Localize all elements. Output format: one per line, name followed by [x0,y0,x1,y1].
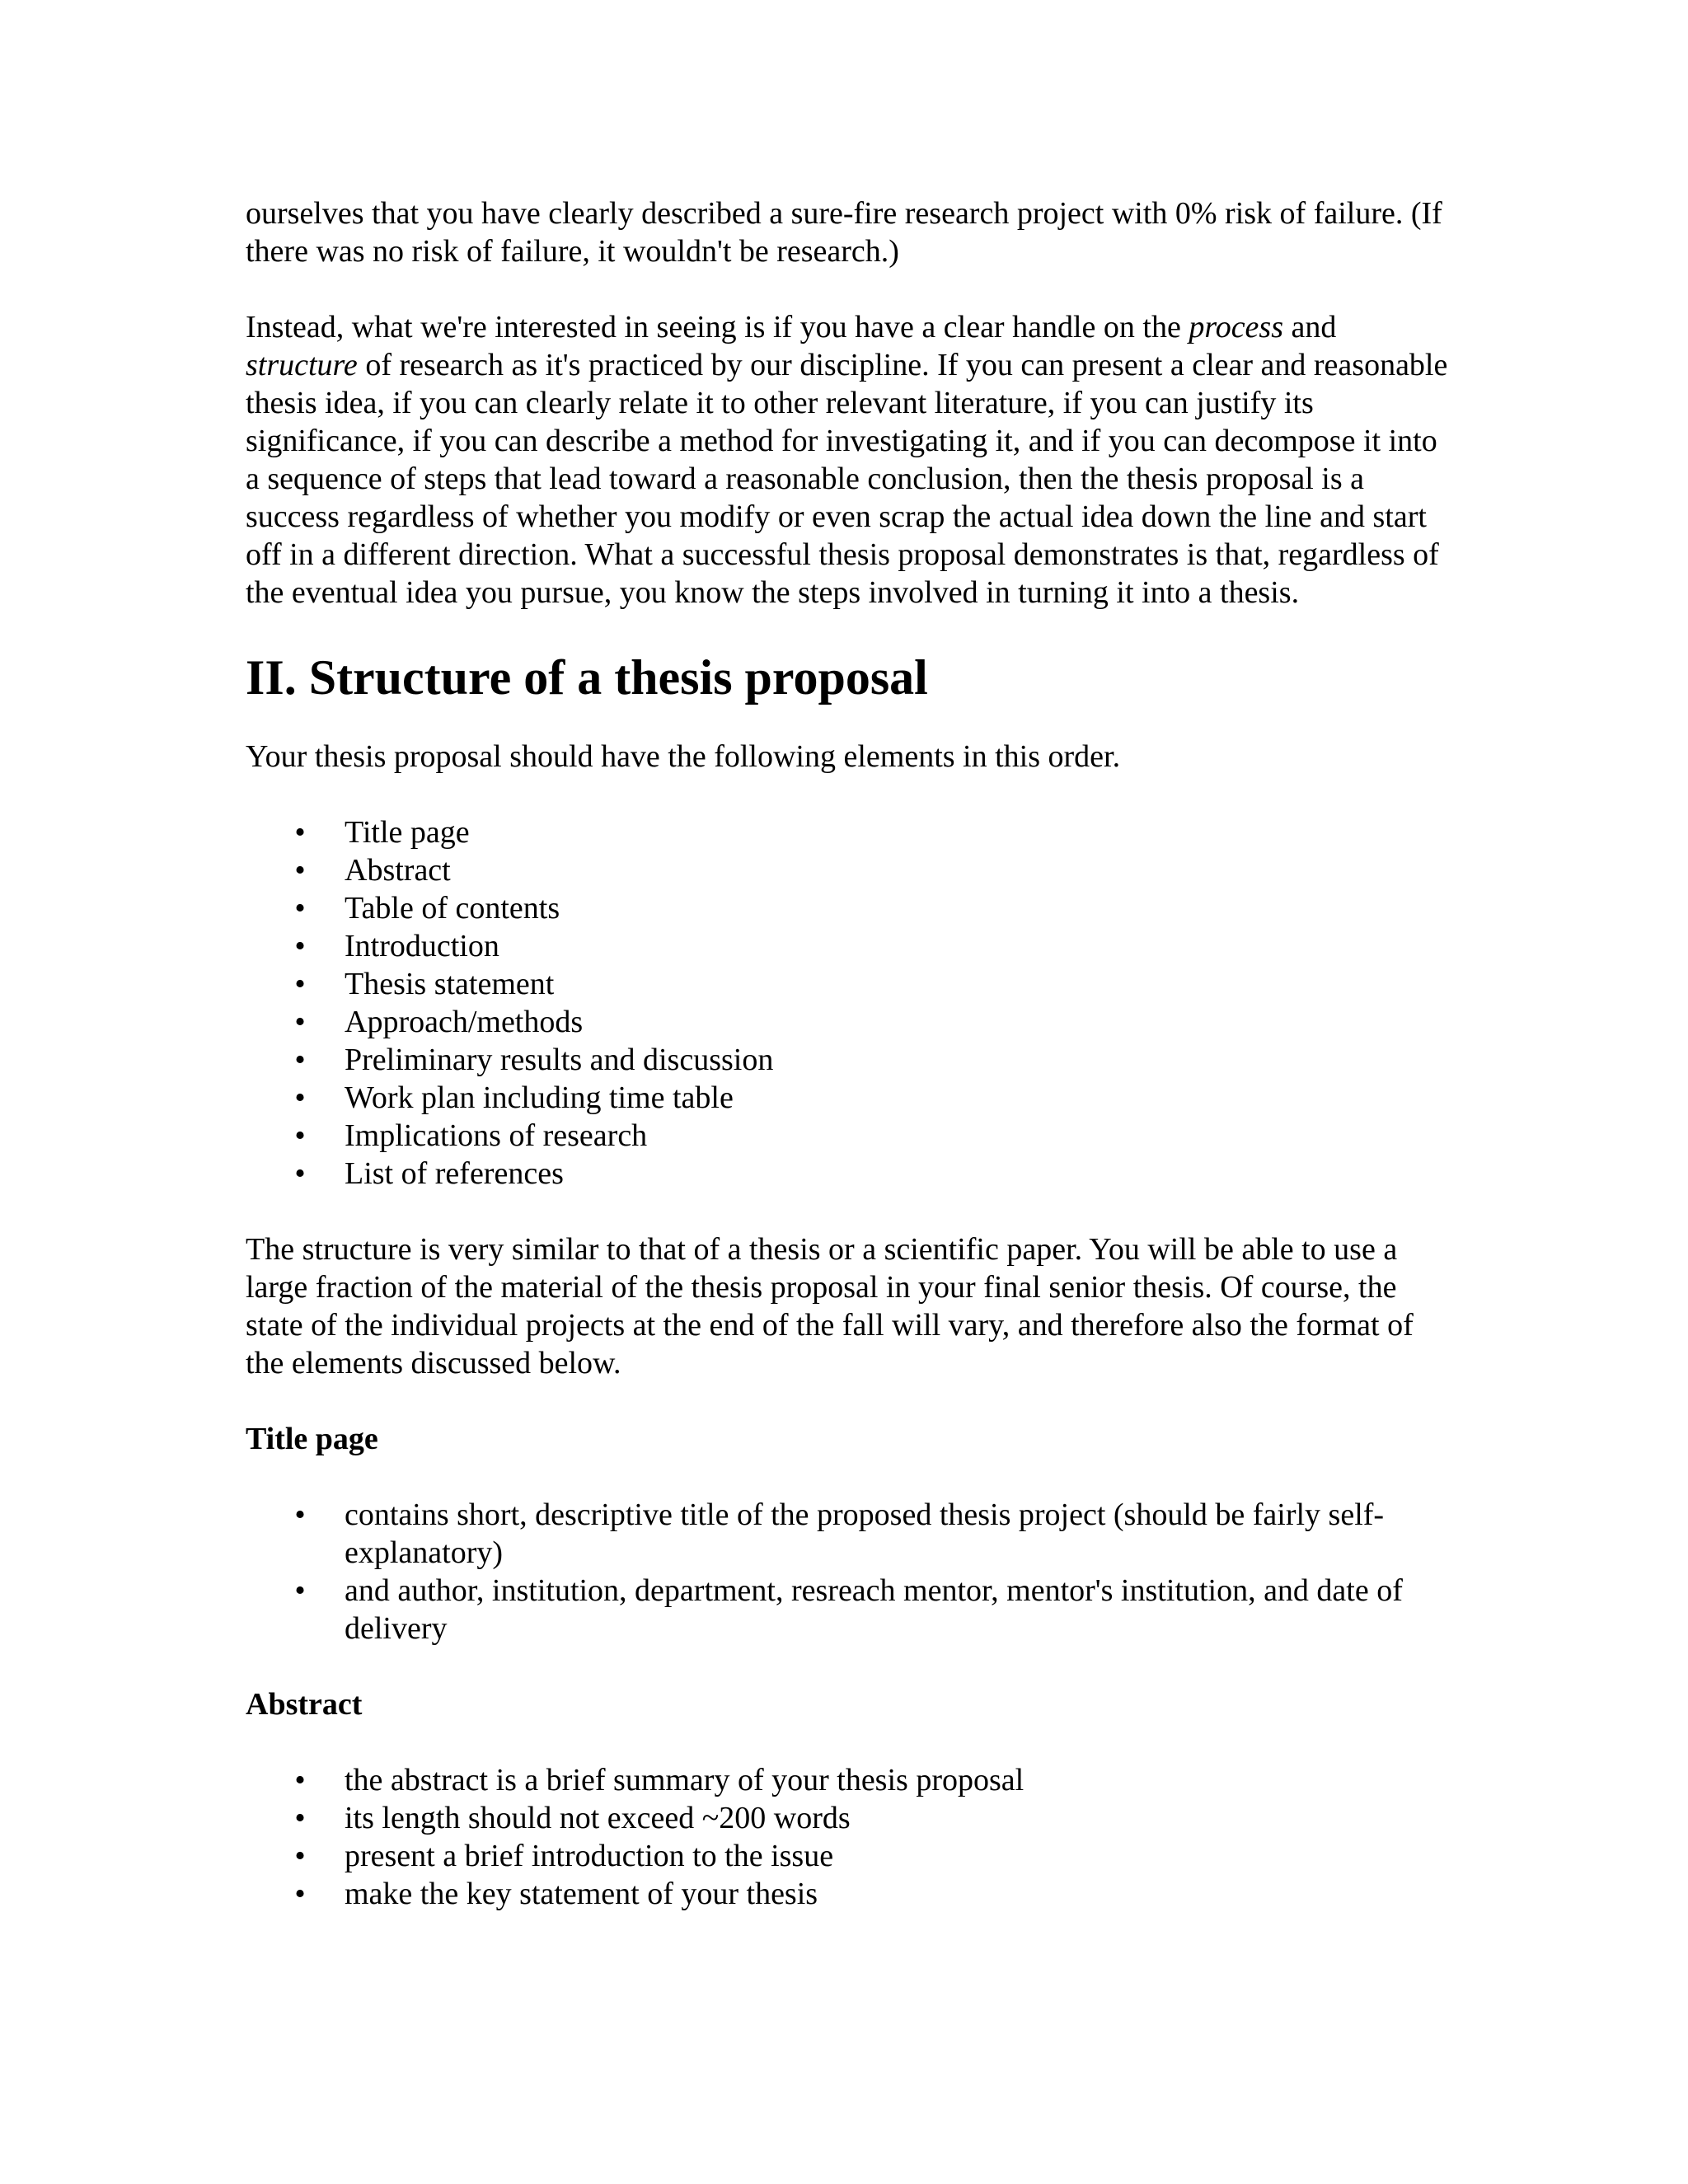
list-item: • Introduction [246,927,1449,965]
list-item: • its length should not exceed ~200 words [246,1799,1449,1837]
document-page [246,194,1449,1913]
bullet-icon: • [294,1080,306,1115]
abstract-heading: Abstract [246,1687,363,1722]
list-item: • Preliminary results and discussion [246,1041,1449,1079]
list-item: • Thesis statement [246,965,1449,1003]
list-item: • Abstract [246,851,1449,889]
paragraph-process-structure [246,308,1449,612]
title-page-heading: Title page [246,1422,378,1456]
bullet-icon: • [294,1118,306,1153]
paragraph-structure-similar: The structure is very similar to that of a thesis or a scientific paper. You will be able to use a large fraction of the material of the thesis proposal in your final senior thesis. Of course, the state of the individual projects at the end of the fall will vary, and therefore also the format of the elements discussed below. [246,1232,1414,1380]
bullet-icon: • [294,1763,306,1797]
emphasis-structure: structure [246,348,358,382]
paragraph-text: Instead, what we're interested in seeing is if you have a clear handle on the [246,310,1189,344]
bullet-icon: • [294,891,306,926]
list-item: • make the key statement of your thesis [246,1875,1449,1913]
bullet-icon: • [294,929,306,963]
title-page-list [246,1496,1449,1647]
section-intro: Your thesis proposal should have the following elements in this order. [246,739,1121,774]
bullet-icon: • [294,1156,306,1191]
elements-list [246,813,1449,1193]
bullet-icon: • [294,853,306,888]
paragraph-text: of research as it's practiced by our discipline. If you can present a clear and reasonable thesis idea, if you can clearly relate it to other relevant literature, if you can justify its significance, if you can describe a method for investigating it, and if you can decompose it into a sequence of steps that lead toward a reasonable conclusion, then the thesis proposal is a success regardless of whether you modify or even scrap the actual idea down the line and start off in a different direction. What a successful thesis proposal demonstrates is that, regardless of the eventual idea you pursue, you know the steps involved in turning it into a thesis. [246,348,1448,610]
paragraph-risk-of-failure: ourselves that you have clearly described a sure-fire research project with 0% risk of failure. (If there was no risk of failure, it wouldn't be research.) [246,196,1442,269]
bullet-icon: • [294,1839,306,1873]
list-item: • contains short, descriptive title of the proposed thesis project (should be fairly self-explanatory) [246,1496,1449,1572]
bullet-icon: • [294,1877,306,1911]
list-item: • present a brief introduction to the issue [246,1837,1449,1875]
list-item: • Table of contents [246,889,1449,927]
list-item: • Work plan including time table [246,1079,1449,1117]
list-item: • List of references [246,1155,1449,1193]
bullet-icon: • [294,1573,306,1608]
abstract-list [246,1761,1449,1913]
list-item: • Implications of research [246,1117,1449,1155]
emphasis-process: process [1189,310,1283,344]
list-item: • and author, institution, department, resreach mentor, mentor's institution, and date of delivery [246,1572,1449,1647]
list-item: • Title page [246,813,1449,851]
list-item: • the abstract is a brief summary of your thesis proposal [246,1761,1449,1799]
bullet-icon: • [294,1043,306,1077]
list-item: • Approach/methods [246,1003,1449,1041]
paragraph-text: and [1283,310,1337,344]
section-heading: II. Structure of a thesis proposal [246,650,928,705]
bullet-icon: • [294,1497,306,1532]
bullet-icon: • [294,815,306,850]
bullet-icon: • [294,967,306,1001]
bullet-icon: • [294,1801,306,1835]
bullet-icon: • [294,1005,306,1039]
